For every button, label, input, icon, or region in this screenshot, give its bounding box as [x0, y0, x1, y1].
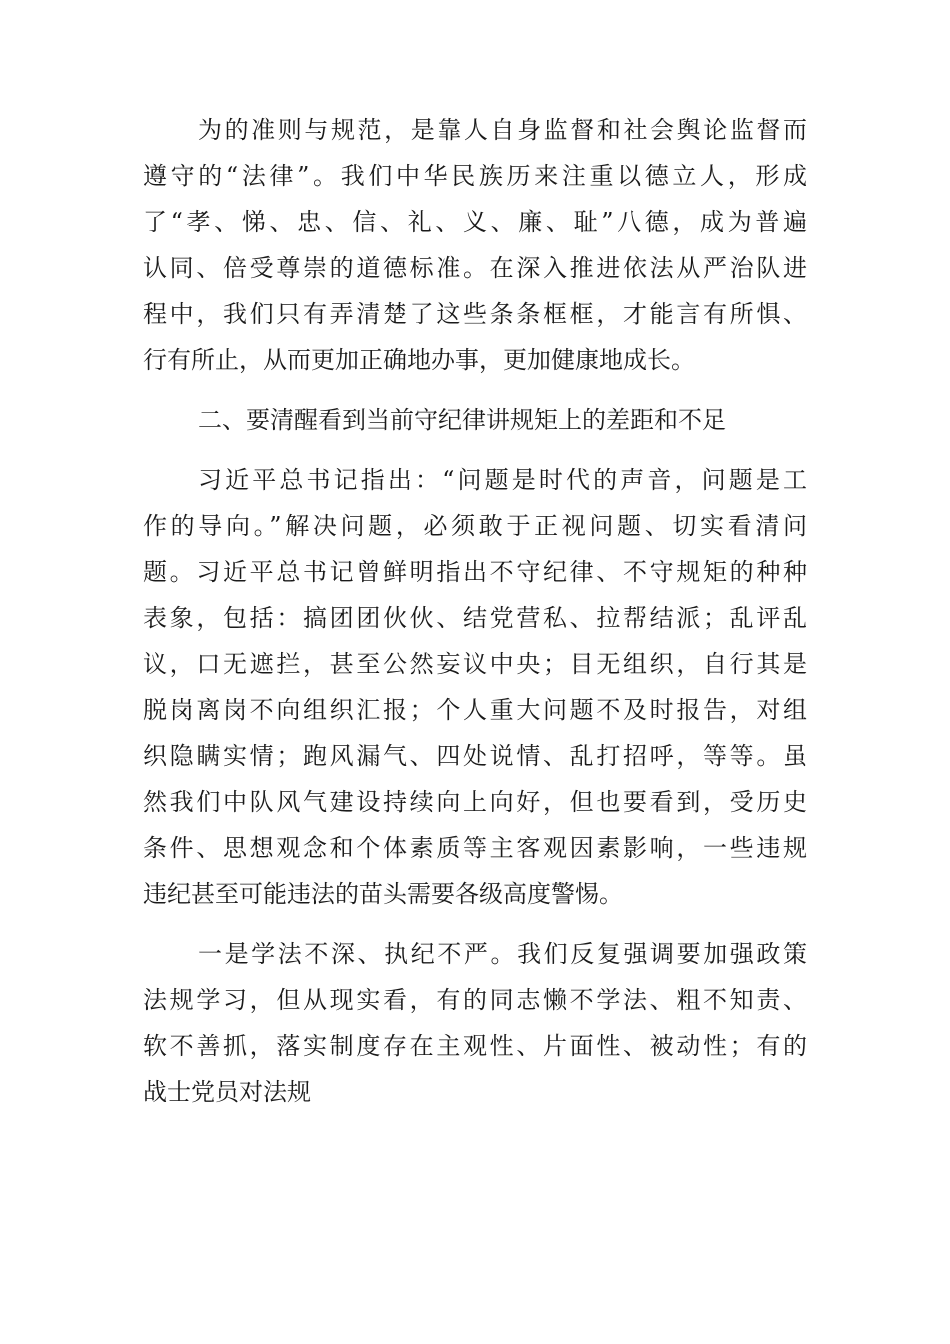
paragraph [143, 931, 807, 1115]
paragraph-line: 条件、思想观念和个体素质等主客观因素影响，一些违规 [143, 834, 807, 862]
section-heading [143, 397, 807, 443]
paragraph-spacer [143, 383, 807, 397]
paragraph-line: 了“孝、悌、忠、信、礼、义、廉、耻”八德，成为普遍 [143, 208, 807, 236]
paragraph-line: 行有所止，从而更加正确地办事，更加健康地成长。 [143, 346, 695, 374]
paragraph [143, 107, 807, 383]
paragraph-line: 习近平总书记指出：“问题是时代的声音，问题是工 [198, 466, 807, 494]
paragraph-line: 为的准则与规范，是靠人自身监督和社会舆论监督而 [198, 116, 807, 144]
paragraph-line: 议，口无遮拦，甚至公然妄议中央；目无组织，自行其是 [143, 650, 807, 678]
paragraph-line: 程中，我们只有弄清楚了这些条条框框，才能言有所惧、 [143, 300, 807, 328]
paragraph [143, 457, 807, 917]
paragraph-line: 然我们中队风气建设持续向上向好，但也要看到，受历史 [143, 788, 807, 816]
paragraph-line: 遵守的“法律”。我们中华民族历来注重以德立人，形成 [143, 162, 807, 190]
paragraph-line: 战士党员对法规 [143, 1078, 311, 1106]
paragraph-line: 软不善抓，落实制度存在主观性、片面性、被动性；有的 [143, 1032, 807, 1060]
paragraph-spacer [143, 917, 807, 931]
paragraph-line: 表象，包括：搞团团伙伙、结党营私、拉帮结派；乱评乱 [143, 604, 807, 632]
paragraph-line: 题。习近平总书记曾鲜明指出不守纪律、不守规矩的种种 [143, 558, 807, 586]
paragraph-line: 法规学习，但从现实看，有的同志懒不学法、粗不知责、 [143, 986, 807, 1014]
section-heading-text: 二、要清醒看到当前守纪律讲规矩上的差距和不足 [198, 406, 726, 434]
paragraph-line: 织隐瞒实情；跑风漏气、四处说情、乱打招呼，等等。虽 [143, 742, 807, 770]
paragraph-line: 认同、倍受尊崇的道德标准。在深入推进依法从严治队进 [143, 254, 807, 282]
paragraph-spacer [143, 443, 807, 457]
paragraph-line: 作的导向。”解决问题，必须敢于正视问题、切实看清问 [143, 512, 807, 540]
document-body [143, 107, 807, 1115]
paragraph-line: 违纪甚至可能违法的苗头需要各级高度警惕。 [143, 880, 623, 908]
paragraph-line: 脱岗离岗不向组织汇报；个人重大问题不及时报告，对组 [143, 696, 807, 724]
paragraph-line: 一是学法不深、执纪不严。我们反复强调要加强政策 [198, 940, 807, 968]
